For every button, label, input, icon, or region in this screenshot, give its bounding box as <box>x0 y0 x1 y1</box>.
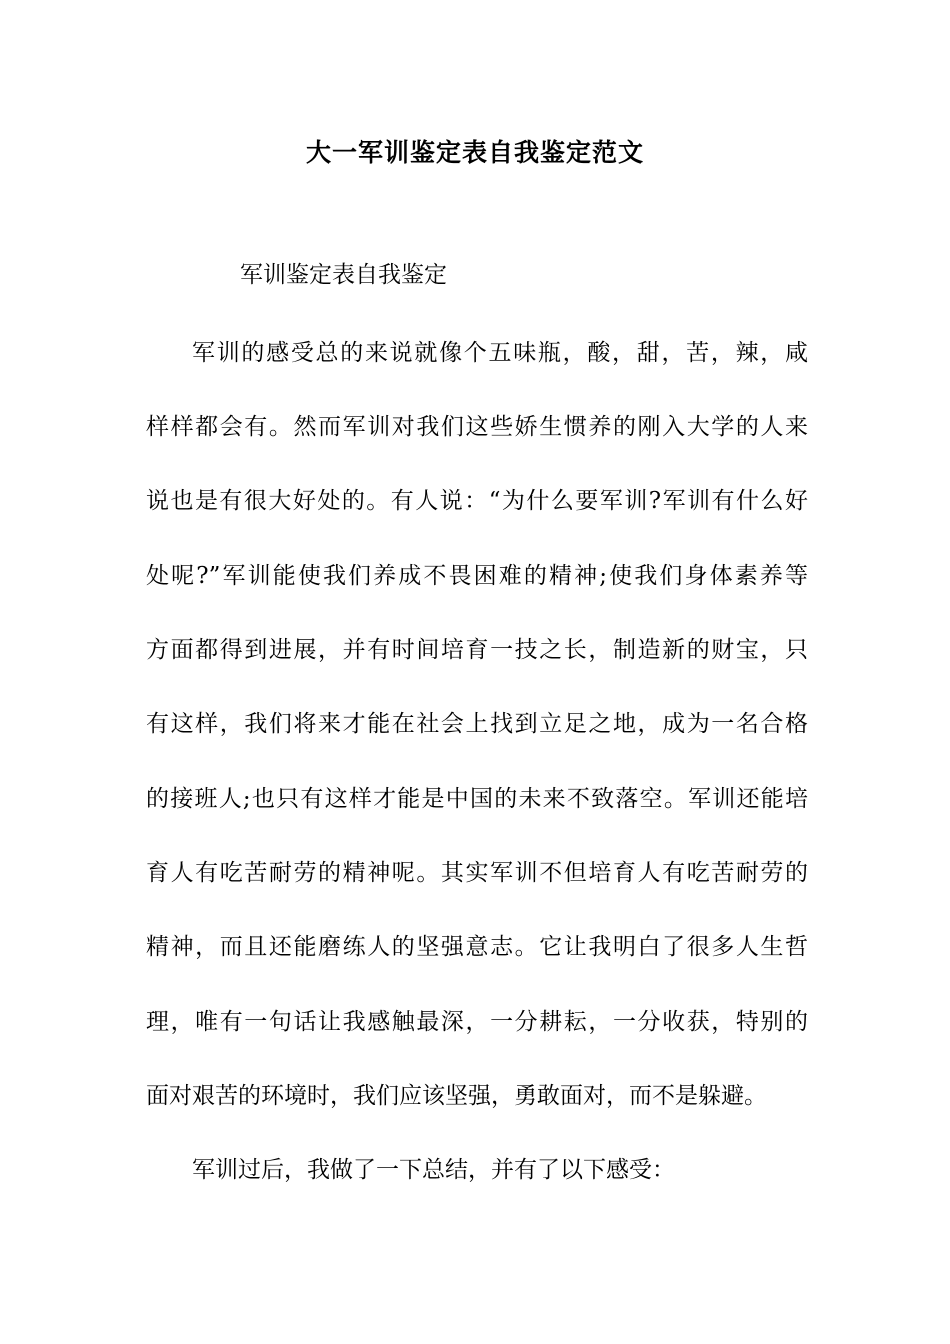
paragraph-line: 理，唯有一句话让我感触最深，一分耕耘，一分收获，特别的 <box>146 1009 808 1035</box>
paragraph-line: 精神，而且还能磨练人的坚强意志。它让我明白了很多人生哲 <box>146 934 808 960</box>
paragraph-line: 的接班人;也只有这样才能是中国的未来不致落空。军训还能培 <box>146 786 808 812</box>
paragraph-line: 育人有吃苦耐劳的精神呢。其实军训不但培育人有吃苦耐劳的 <box>146 860 808 886</box>
paragraph-line: 军训过后，我做了一下总结，并有了以下感受： <box>192 1157 675 1183</box>
paragraph-line: 方面都得到进展，并有时间培育一技之长，制造新的财宝，只 <box>146 637 808 663</box>
paragraph-line: 军训的感受总的来说就像个五味瓶，酸，甜，苦，辣，咸 <box>192 340 808 366</box>
paragraph-line: 样样都会有。然而军训对我们这些娇生惯养的刚入大学的人来 <box>146 414 808 440</box>
document-subtitle: 军训鉴定表自我鉴定 <box>240 262 447 288</box>
paragraph-line: 说也是有很大好处的。有人说：“为什么要军训?军训有什么好 <box>146 488 808 514</box>
paragraph-line: 面对艰苦的环境时，我们应该坚强，勇敢面对，而不是躲避。 <box>146 1083 767 1109</box>
paragraph-line: 有这样，我们将来才能在社会上找到立足之地，成为一名合格 <box>146 711 808 737</box>
paragraph-line: 处呢?”军训能使我们养成不畏困难的精神;使我们身体素养等 <box>146 563 808 589</box>
document-title: 大一军训鉴定表自我鉴定范文 <box>305 138 644 167</box>
